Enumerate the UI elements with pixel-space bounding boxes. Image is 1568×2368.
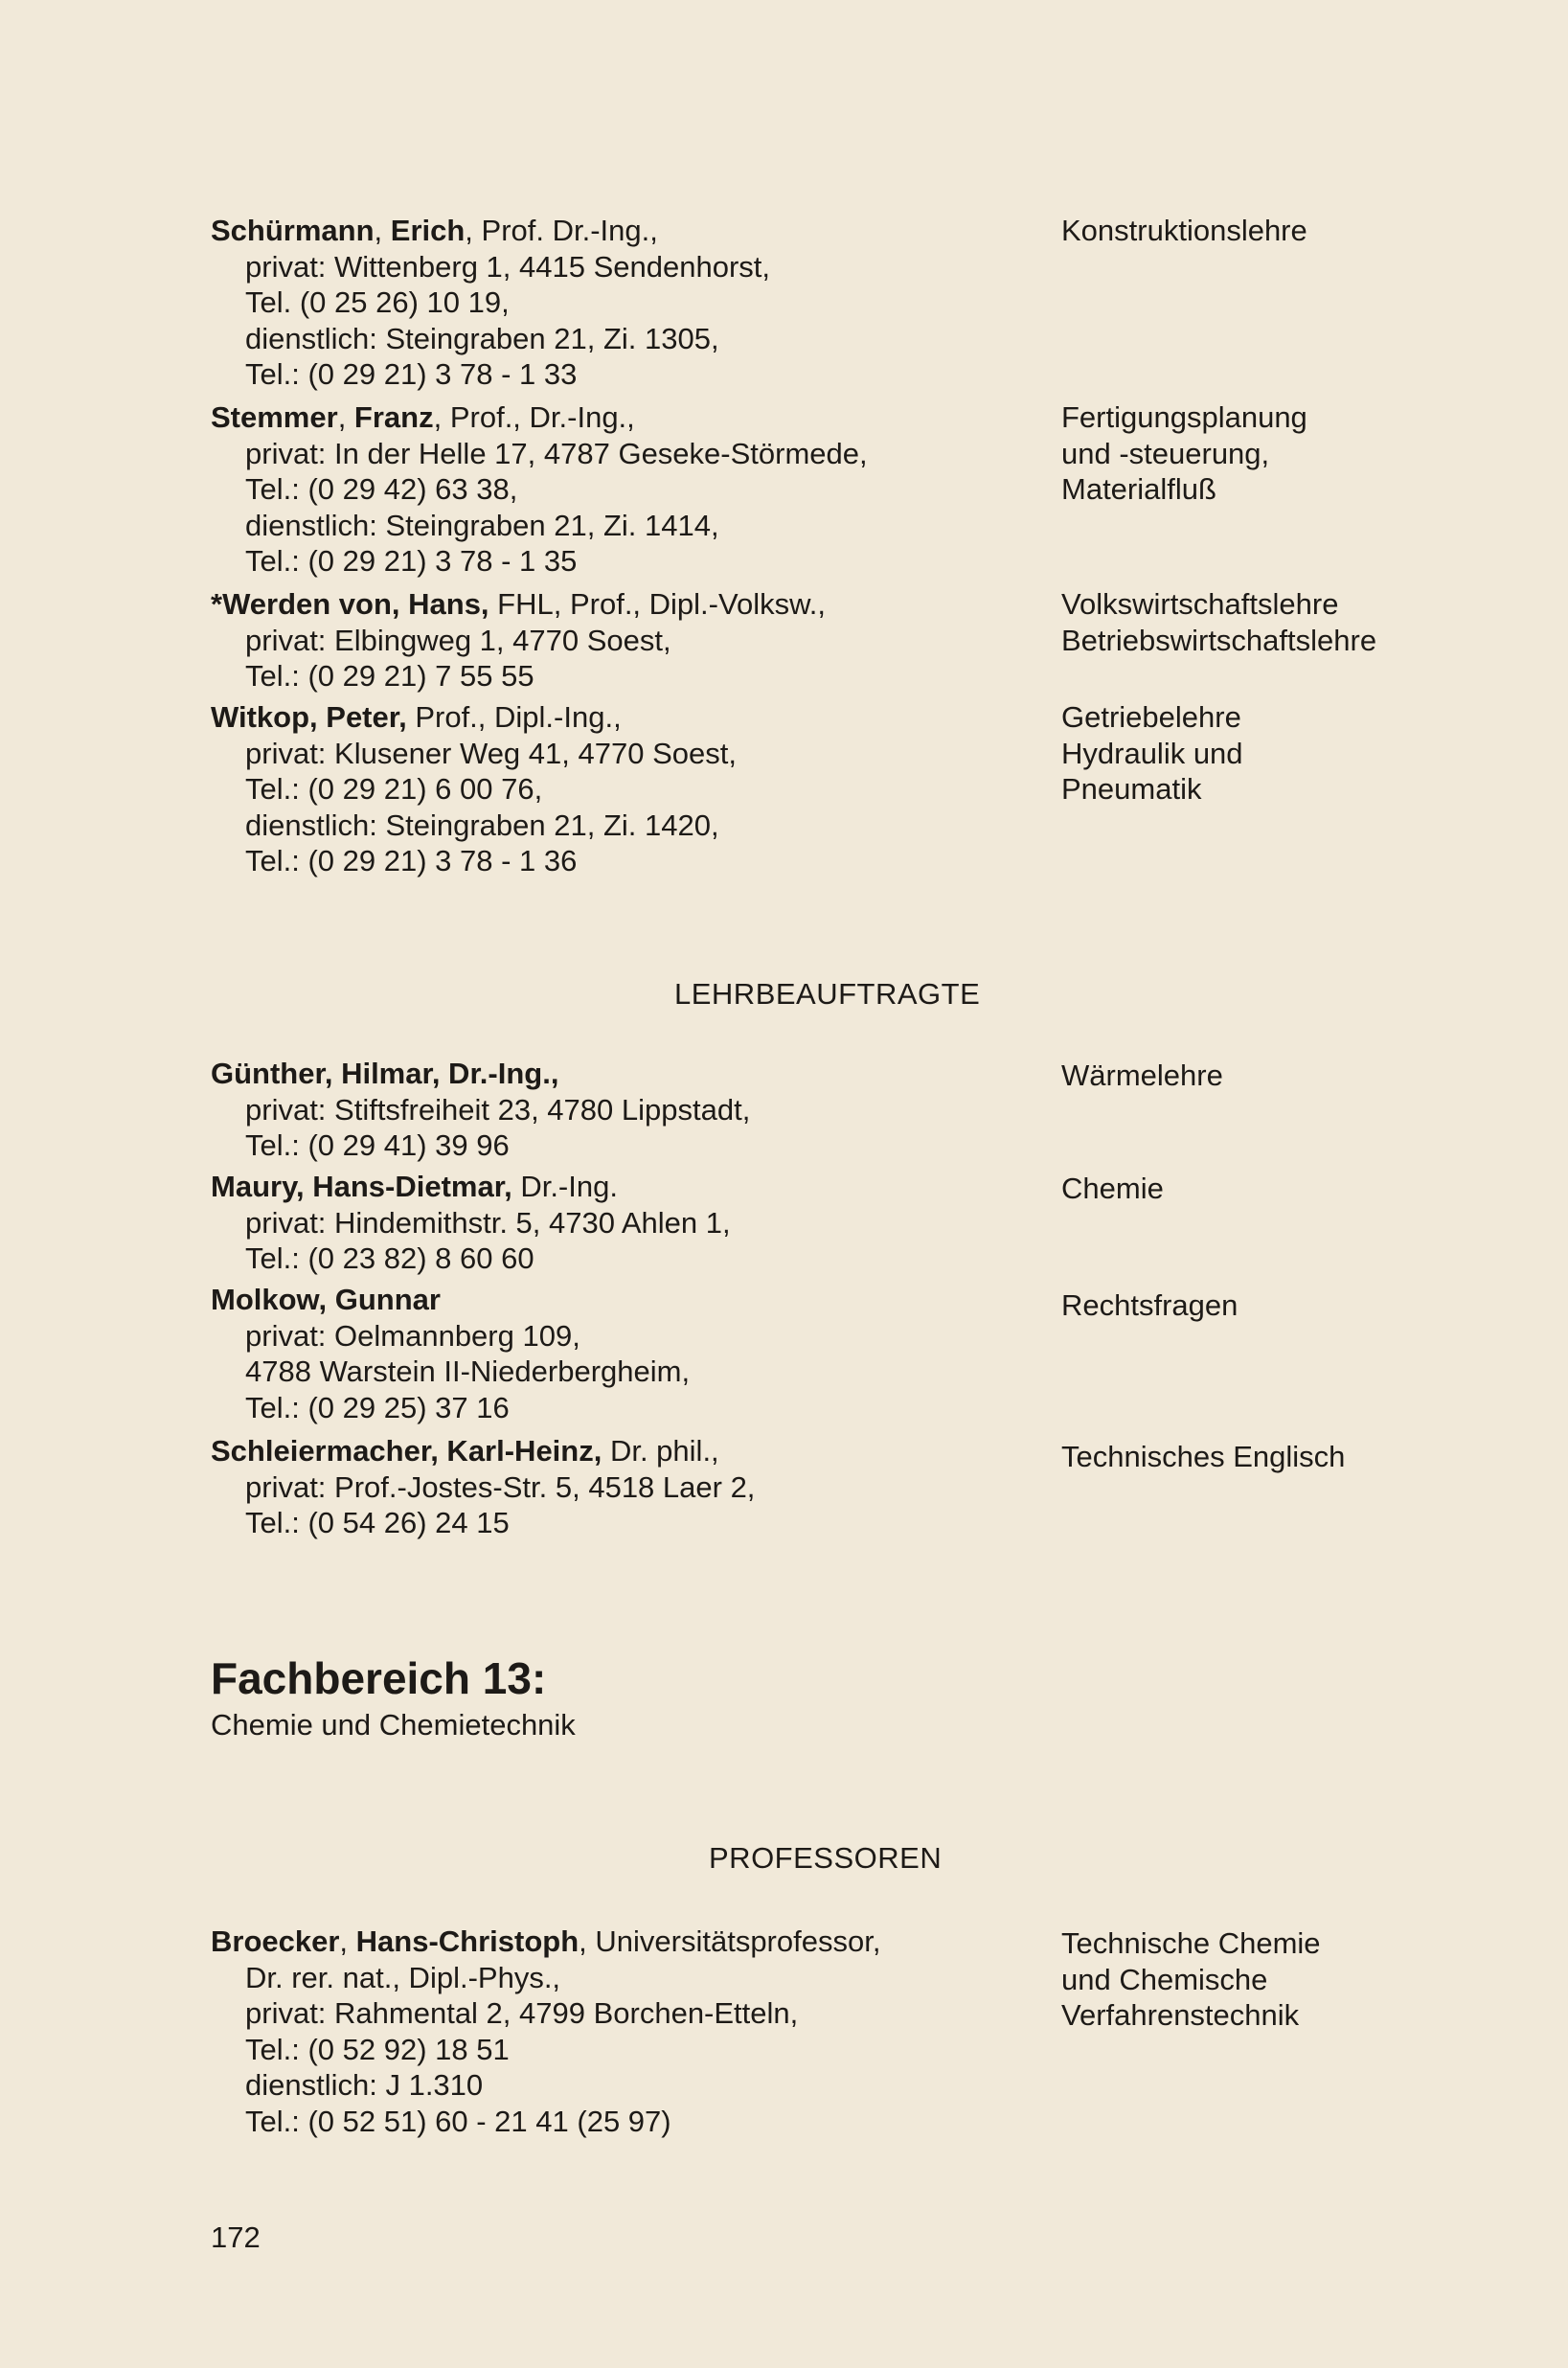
entry-broecker: Broecker, Hans-Christoph, Universitätsprofessor, Dr. rer. nat., Dipl.-Phys., privat: Rahmental 2, 4799 Borchen-Etteln, Tel.: (0 52 92) 18 51 dienstlich: J 1.310 Tel.: (0 52 51) 60 - 21 41 (25 97) [211, 1924, 1015, 2139]
entry-given-name: Franz [353, 400, 434, 434]
entry-line: dienstlich: Steingraben 21, Zi. 1305, [245, 321, 719, 355]
entry-line: Tel.: (0 29 21) 3 78 - 1 36 [245, 844, 578, 877]
entry-title: , Prof., Dr.-Ing., [433, 400, 635, 434]
entry-name: Witkop, Peter, [211, 700, 407, 734]
entry-name: *Werden von, Hans, [211, 587, 489, 621]
subject-line: Volkswirtschaftslehre [1061, 587, 1339, 621]
entry-line: Tel.: (0 54 26) 24 15 [245, 1506, 510, 1539]
subject-line: Pneumatik [1061, 772, 1202, 806]
entry-title: , Prof. Dr.-Ing., [465, 214, 658, 247]
entry-line: privat: Rahmental 2, 4799 Borchen-Etteln, [245, 1996, 799, 2030]
entry-line: Tel.: (0 29 21) 6 00 76, [245, 772, 543, 806]
entry-given-name: Erich [390, 214, 466, 247]
section-heading-professoren: PROFESSOREN [709, 1841, 943, 1875]
subject-line: Technisches Englisch [1061, 1440, 1346, 1473]
entry-line: Tel.: (0 52 92) 18 51 [245, 2032, 510, 2066]
entry-line: privat: Oelmannberg 109, [245, 1318, 580, 1353]
subject-line: Verfahrenstechnik [1061, 1998, 1300, 2032]
subject-line: Getriebelehre [1061, 700, 1241, 734]
entry-line: Tel.: (0 29 21) 3 78 - 1 33 [245, 357, 578, 391]
entry-maury [211, 1169, 1015, 1277]
entry-subject [1061, 699, 1243, 808]
entry-witkop [211, 699, 1015, 879]
entry-line: dienstlich: Steingraben 21, Zi. 1414, [245, 508, 719, 542]
entry-stemmer: Stemmer, Franz, Prof., Dr.-Ing., privat: In der Helle 17, 4787 Geseke-Störmede, Tel.: (0 29 42) 63 38, dienstlich: Steingraben 21, Zi. 1414, Tel.: (0 29 21) 3 78 - 1 35 [211, 399, 1015, 580]
subject-line: Fertigungsplanung [1061, 400, 1307, 434]
entry-name: Schürmann [211, 214, 375, 247]
subject-line: Betriebswirtschaftslehre [1061, 623, 1377, 657]
entry-subject [1061, 213, 1307, 249]
entry-line: 4788 Warstein II-Niederbergheim, [245, 1355, 691, 1388]
entry-title: Dr. phil., [602, 1434, 719, 1468]
entry-line: dienstlich: Steingraben 21, Zi. 1420, [245, 808, 719, 842]
entry-title: Dr.-Ing. [511, 1170, 618, 1203]
entry-name: Günther, Hilmar, Dr.-Ing., [211, 1057, 559, 1090]
entry-subject [1061, 1925, 1321, 2034]
entry-guenther [211, 1056, 1015, 1164]
entry-werden [211, 586, 1015, 694]
entry-name: Stemmer [211, 400, 338, 434]
entry-line: privat: Stiftsfreiheit 23, 4780 Lippstadt, [245, 1092, 751, 1127]
entry-schuermann: Schürmann, Erich, Prof. Dr.-Ing., privat: Wittenberg 1, 4415 Sendenhorst, Tel. (0 25 26) 10 19, dienstlich: Steingraben 21, Zi. 1305, Tel.: (0 29 21) 3 78 - 1 33 [211, 213, 1015, 393]
subject-line: und Chemische [1061, 1962, 1268, 1996]
entry-schleiermacher [211, 1433, 1015, 1541]
subject-line: Technische Chemie [1061, 1926, 1321, 1960]
subject-line: Hydraulik und [1061, 736, 1243, 770]
entry-line: privat: Wittenberg 1, 4415 Sendenhorst, [245, 249, 770, 284]
subject-line: Wärmelehre [1061, 1059, 1223, 1092]
fachbereich-title: Fachbereich 13: [211, 1653, 547, 1703]
entry-subject [1061, 1058, 1223, 1094]
entry-line: privat: Hindemithstr. 5, 4730 Ahlen 1, [245, 1205, 731, 1240]
fachbereich-subtitle: Chemie und Chemietechnik [211, 1708, 576, 1742]
entry-line: Tel.: (0 29 41) 39 96 [245, 1128, 510, 1162]
entry-line: Tel.: (0 29 21) 7 55 55 [245, 659, 534, 693]
entry-subject [1061, 1171, 1164, 1207]
entry-subject [1061, 586, 1376, 658]
entry-line: Tel.: (0 29 25) 37 16 [245, 1390, 510, 1424]
entry-name: Broecker [211, 1924, 340, 1958]
entry-line: privat: Elbingweg 1, 4770 Soest, [245, 623, 671, 657]
entry-line: privat: In der Helle 17, 4787 Geseke-Störmede, [245, 436, 868, 470]
entry-name: Schleiermacher, Karl-Heinz, [211, 1434, 602, 1468]
entry-subject [1061, 1287, 1238, 1324]
entry-line: Tel.: (0 52 51) 60 - 21 41 (25 97) [245, 2104, 671, 2138]
entry-line: Tel.: (0 29 42) 63 38, [245, 472, 518, 506]
entry-title: , Universitätsprofessor, [579, 1924, 881, 1958]
entry-name: Molkow, Gunnar [211, 1283, 441, 1316]
entry-molkow [211, 1282, 1015, 1425]
subject-line: Konstruktionslehre [1061, 214, 1307, 247]
entry-line: Tel. (0 25 26) 10 19, [245, 285, 510, 319]
section-heading-lehrbeauftragte: LEHRBEAUFTRAGTE [674, 977, 981, 1011]
entry-name: Maury, Hans-Dietmar, [211, 1170, 512, 1203]
page-number: 172 [211, 2220, 261, 2254]
subject-line: Chemie [1061, 1172, 1164, 1205]
entry-subject [1061, 399, 1307, 508]
entry-line: dienstlich: J 1.310 [245, 2068, 484, 2102]
entry-title: FHL, Prof., Dipl.-Volksw., [489, 587, 826, 621]
entry-line: Tel.: (0 29 21) 3 78 - 1 35 [245, 544, 578, 578]
entry-subject [1061, 1439, 1345, 1475]
entry-given-name: Hans-Christoph [355, 1924, 579, 1958]
entry-line: privat: Prof.-Jostes-Str. 5, 4518 Laer 2, [245, 1469, 756, 1504]
entry-line: privat: Klusener Weg 41, 4770 Soest, [245, 736, 737, 770]
entry-line: Tel.: (0 23 82) 8 60 60 [245, 1241, 534, 1275]
entry-line: Dr. rer. nat., Dipl.-Phys., [245, 1960, 561, 1994]
subject-line: und -steuerung, [1061, 436, 1270, 470]
entry-title: Prof., Dipl.-Ing., [406, 700, 622, 734]
subject-line: Materialfluß [1061, 472, 1216, 506]
subject-line: Rechtsfragen [1061, 1288, 1238, 1322]
